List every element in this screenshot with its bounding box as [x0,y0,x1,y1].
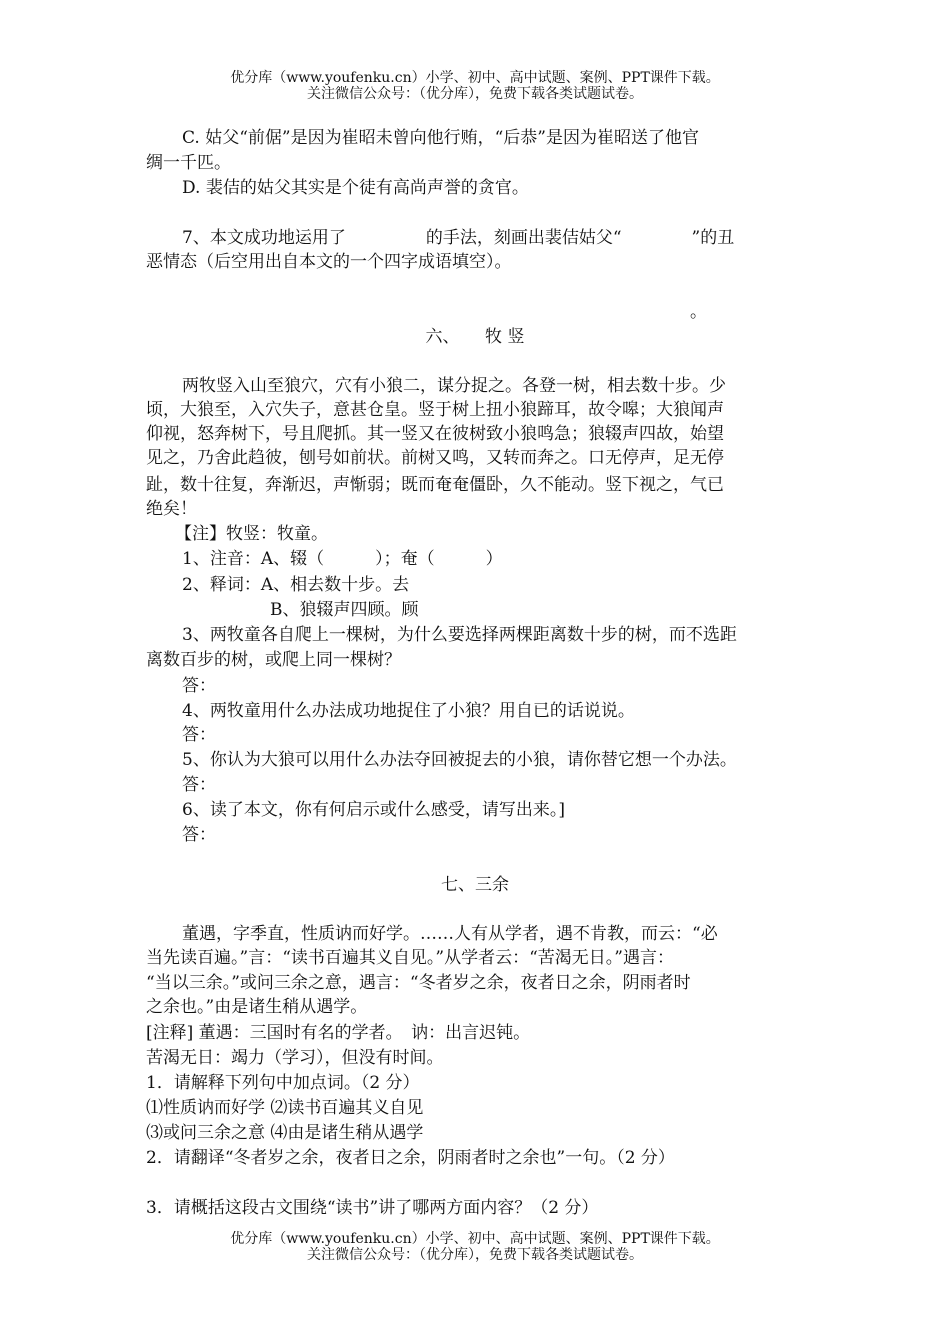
passage-6-line-1: 两牧竖入山至狼穴，穴有小狼二，谋分捉之。各登一树，相去数十步。少 [182,376,726,396]
q7-part-c: ”的丑 [691,228,735,248]
passage-6-line-6: 绝矣！ [146,499,197,519]
question-7-1: 1．请解释下列句中加点词。（2 分） [146,1073,420,1093]
passage-6-line-3: 仰视，怒奔树下，号且爬抓。其一竖又在彼树致小狼鸣急；狼辍声四故，始望 [146,424,724,444]
question-6-3-line-2: 离数百步的树，或爬上同一棵树？ [146,650,401,670]
question-7-1-items-b: ⑶或问三余之意 ⑷由是诸生稍从遇学 [146,1123,424,1143]
trailing-dot: 。 [690,302,707,322]
passage-6-note: 【注】牧竖：牧童。 [175,524,328,544]
option-c-line-1: C. 姑父“前倨”是因为崔昭未曾向他行贿，“后恭”是因为崔昭送了他官 [182,128,699,148]
section-6-title: 六、 牧 竖 [425,327,525,347]
answer-6-3: 答： [182,676,216,696]
option-c-line-2: 绸一千匹。 [146,153,231,173]
answer-6-5: 答： [182,775,216,795]
question-7-2: 2．请翻译“冬者岁之余，夜者日之余，阴雨者时之余也”一句。（2 分） [146,1148,675,1168]
question-7-line-1 [182,226,734,250]
section-7-title: 七、三余 [441,875,509,895]
question-6-4: 4、两牧童用什么办法成功地捉住了小狼？用自已的话说说。 [182,701,635,721]
header-line-2: 关注微信公众号：（优分库），免费下载各类试题试卷。 [307,86,643,102]
passage-7-line-1: 董遇，字季直，性质讷而好学。……人有从学者，遇不肯教，而云：“必 [182,924,718,944]
question-6-3-line-1: 3、两牧童各自爬上一棵树，为什么要选择两棵距离数十步的树，而不选距 [182,625,737,645]
passage-7-note-2: 苦渴无日：竭力（学习），但没有时间。 [146,1048,444,1068]
question-6-1: 1、注音：A、辍（ ）；奄（ ） [182,549,503,569]
passage-7-line-4: 之余也。”由是诸生稍从遇学。 [146,997,368,1017]
answer-6-6: 答： [182,825,216,845]
passage-7-note-1: [注释] 董遇：三国时有名的学者。 讷：出言迟钝。 [146,1023,531,1043]
question-6-6: 6、读了本文，你有何启示或什么感受，请写出来。] [182,800,565,820]
header-line-1: 优分库（www.youfenku.cn）小学、初中、高中试题、案例、PPT课件下载。 [230,70,720,86]
question-7-1-items-a: ⑴性质讷而好学 ⑵读书百遍其义自见 [146,1098,424,1118]
passage-6-line-5: 趾，数十往复，奔渐迟，声惭弱；既而奄奄僵卧，久不能动。竖下视之，气已 [146,475,724,495]
q7-part-b: 的手法，刻画出裴佶姑父“ [425,228,622,248]
option-d: D. 裴佶的姑父其实是个徒有高尚声誉的贪官。 [182,178,529,198]
question-6-5: 5、你认为大狼可以用什么办法夺回被捉去的小狼，请你替它想一个办法。 [182,750,737,770]
footer-line-2: 关注微信公众号：（优分库），免费下载各类试题试卷。 [307,1247,643,1263]
passage-7-line-3: “当以三余。”或问三余之意，遇言：“冬者岁之余，夜者日之余，阴雨者时 [146,973,691,993]
q7-part-a: 7、本文成功地运用了 [182,228,346,248]
passage-7-line-2: 当先读百遍。”言：“读书百遍其义自见。”从学者云：“苦渴无日。”遇言： [146,948,674,968]
question-7-3: 3．请概括这段古文围绕“读书”讲了哪两方面内容？（2 分） [146,1198,599,1218]
question-6-2a: 2、释词：A、相去数十步。去 [182,575,410,595]
passage-6-line-2: 顷，大狼至，入穴失子，意甚仓皇。竖于树上扭小狼蹄耳，故令嗥；大狼闻声 [146,400,724,420]
passage-6-line-4: 见之，乃舍此趋彼，刨号如前状。前树又鸣，又转而奔之。口无停声，足无停 [146,448,724,468]
question-6-2b: B、狼辍声四顾。顾 [270,600,419,620]
question-7-line-2: 恶情态（后空用出自本文的一个四字成语填空）。 [146,252,512,272]
footer-line-1: 优分库（www.youfenku.cn）小学、初中、高中试题、案例、PPT课件下载。 [230,1231,720,1247]
answer-6-4: 答： [182,725,216,745]
